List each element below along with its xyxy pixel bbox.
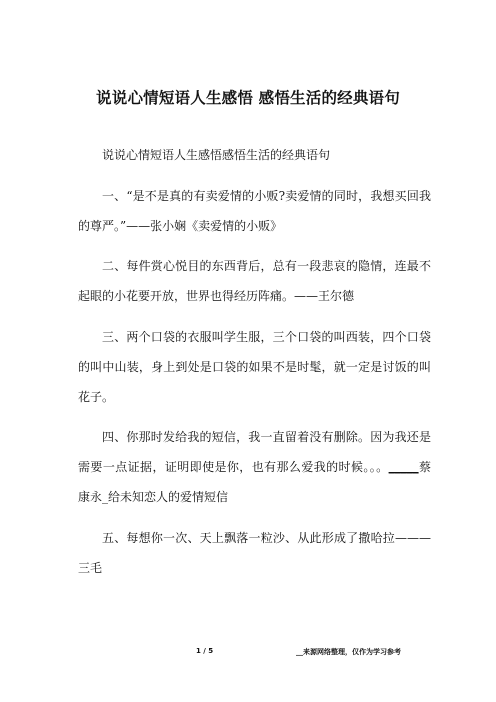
paragraph-4-source: 蔡康永_给未知恋人的爱情短信 bbox=[78, 460, 431, 504]
footer-note: __来源网络整理，仅作为学习参考 bbox=[296, 648, 401, 656]
document-body bbox=[78, 140, 431, 593]
paragraph-subtitle: 说说心情短语人生感悟感悟生活的经典语句 bbox=[102, 148, 331, 162]
document-title: 说说心情短语人生感悟 感悟生活的经典语句 bbox=[96, 88, 400, 107]
page-number: 1 / 5 bbox=[196, 647, 214, 655]
paragraph-1: 一、“是不是真的有卖爱情的小贩?卖爱情的同时，我想买回我的尊严。”——张小娴《卖爱情的小贩》 bbox=[78, 188, 431, 233]
paragraph-2: 二、每件赏心悦目的东西背后，总有一段悲哀的隐情，连最不起眼的小花要开放，世界也得经历阵痛。——王尔德 bbox=[78, 259, 431, 303]
paragraph-3: 三、两个口袋的衣服叫学生服，三个口袋的叫西装，四个口袋的叫中山装，身上到处是口袋的如果不是时髦，就一定是讨饭的叫花子。 bbox=[78, 329, 431, 404]
page-footer bbox=[0, 647, 496, 661]
paragraph-4-text: 四、你那时发给我的短信，我一直留着没有删除。因为我还是需要一点证据，证明即使是你，也有那么爱我的时候。。。 bbox=[78, 430, 431, 474]
paragraph-5: 五、每想你一次、天上飘落一粒沙、从此形成了撒哈拉———三毛 bbox=[78, 530, 431, 575]
paragraph-4 bbox=[78, 422, 431, 512]
paragraph-4-blank: _____ bbox=[388, 460, 419, 474]
